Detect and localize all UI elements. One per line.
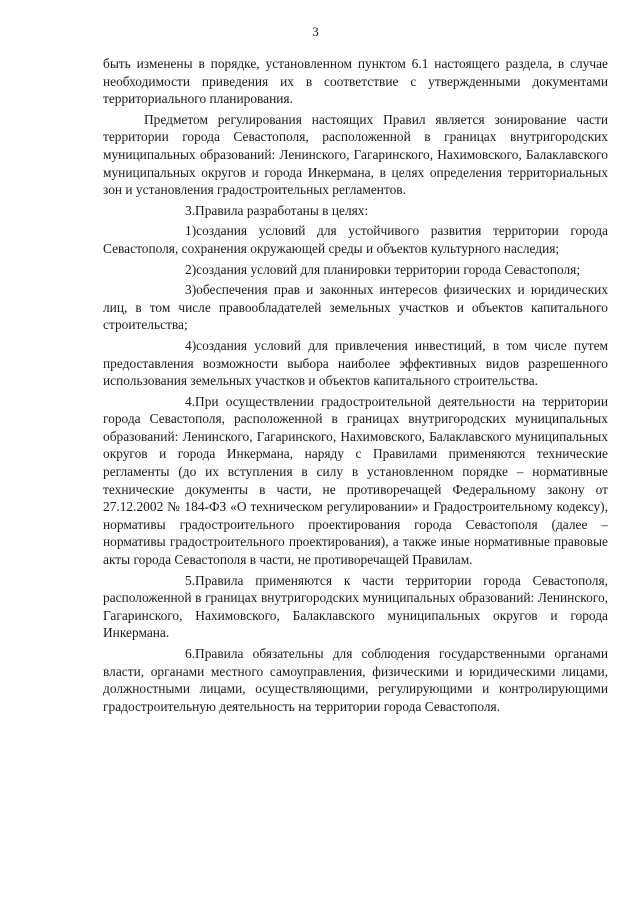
paragraph-text: создания условий для планировки территории города Севастополя; xyxy=(196,261,581,277)
paragraph xyxy=(103,55,608,108)
paragraph-number: 3) xyxy=(185,282,197,298)
paragraph-text: Правила обязательны для соблюдения государственными органами власти, органами местного самоуправления, физическими и юридическими лицами, должностными лицами, осуществляющими, регулирующими и контролирующими градостроительную деятельность на территории города Севастополя. xyxy=(103,646,608,714)
paragraph-number: 4) xyxy=(185,337,197,353)
paragraph xyxy=(103,645,608,715)
paragraph-number: 5. xyxy=(185,572,196,588)
paragraph-text: Правила применяются к части территории города Севастополя, расположенной в границах внутригородских муниципальных образований: Ленинского, Гагаринского, Нахимовского, Балаклавского муниципальных округов и города Инкермана. xyxy=(103,572,608,641)
paragraph xyxy=(103,202,608,220)
paragraph-number: 4. xyxy=(185,393,196,409)
paragraph xyxy=(103,337,608,390)
paragraph-text: создания условий для устойчивого развития территории города Севастополя, сохранения окружающей среды и объектов культурного наследия; xyxy=(103,223,608,256)
paragraph-text: При осуществлении градостроительной деятельности на территории города Севастополя, расположенной в границах внутригородских муниципальных образований: Ленинского, Гагаринского, Нахимовского, Балаклавского муниципальных округов и города Инкермана, наряду с Правилами применяются технические регламенты (до их вступления в силу в установленном порядке – нормативные технические документы в части, не противоречащей Федеральному закону от 27.12.2002 № 184-ФЗ «О техническом регулировании» и Градостроительному кодексу), нормативы градостроительного проектирования города Севастополя (далее – нормативы градостроительного проектирования), а также иные нормативные правовые акты города Севастополя в части, не противоречащей Правилам. xyxy=(103,393,608,568)
paragraph xyxy=(103,111,608,199)
paragraph-number: 2) xyxy=(185,261,197,277)
paragraph-text: Предметом регулирования настоящих Правил является зонирование части территории города Севастополя, расположенной в границах внутригородских муниципальных образований: Ленинского, Гагаринского, Нахимовского, Балаклавского муниципальных округов и города Инкермана, в целях определения территориальных зон и установления градостроительных регламентов. xyxy=(103,111,608,198)
paragraph xyxy=(103,281,608,334)
paragraph xyxy=(103,261,608,279)
paragraph-text: Правила разработаны в целях: xyxy=(195,202,369,218)
paragraph-text: быть изменены в порядке, установленном пунктом 6.1 настоящего раздела, в случае необходимости приведения их в соответствие с утвержденными документами территориального планирования. xyxy=(103,56,608,107)
paragraph-text: создания условий для привлечения инвестиций, в том числе путем предоставления возможности выбора наиболее эффективных видов разрешенного использования земельных участков и объектов капитального строительства. xyxy=(103,337,608,389)
paragraph-number: 6. xyxy=(185,646,196,661)
paragraph xyxy=(103,222,608,257)
paragraph-number: 1) xyxy=(185,223,197,239)
page-number: 3 xyxy=(312,24,319,39)
paragraph xyxy=(103,572,608,642)
document-body xyxy=(103,55,608,718)
paragraph-number: 3. xyxy=(185,202,196,218)
paragraph xyxy=(103,393,608,569)
paragraph-text: обеспечения прав и законных интересов физических и юридических лиц, в том числе правообладателей земельных участков и объектов капитального строительства; xyxy=(103,282,608,333)
